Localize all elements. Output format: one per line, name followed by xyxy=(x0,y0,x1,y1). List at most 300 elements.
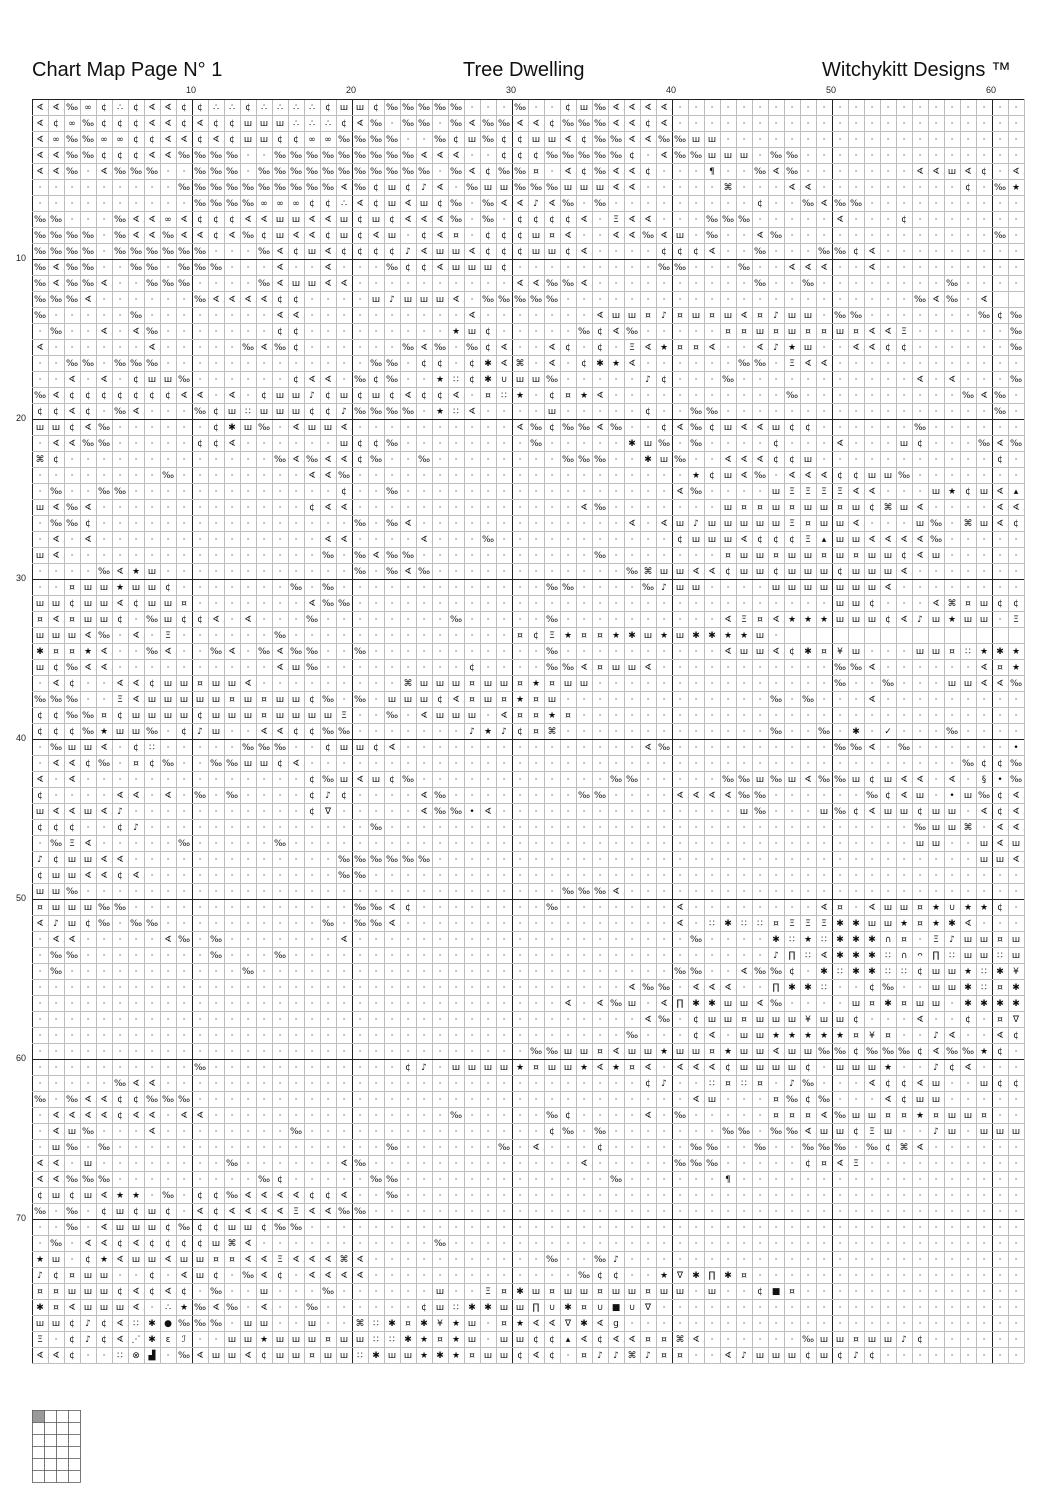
chart-symbol: ¤ xyxy=(997,663,1003,674)
chart-symbol: ‰ xyxy=(305,615,319,626)
chart-symbol: · xyxy=(38,1031,42,1042)
chart-symbol: ✱ xyxy=(836,935,844,946)
chart-symbol: ш xyxy=(243,695,253,706)
chart-symbol: · xyxy=(550,1079,554,1090)
chart-symbol: · xyxy=(310,535,314,546)
chart-symbol: · xyxy=(662,1095,666,1106)
chart-symbol: ∢ xyxy=(628,519,636,530)
chart-symbol: · xyxy=(38,359,42,370)
chart-symbol: ¢ xyxy=(325,1191,331,1202)
chart-symbol: ¢ xyxy=(341,247,347,258)
chart-symbol: · xyxy=(406,423,410,434)
chart-symbol: · xyxy=(710,455,714,466)
chart-symbol: · xyxy=(518,647,522,658)
chart-symbol: · xyxy=(470,215,474,226)
chart-symbol: · xyxy=(790,663,794,674)
chart-symbol: ш xyxy=(835,551,845,562)
chart-symbol: ‰ xyxy=(289,647,303,658)
chart-symbol: · xyxy=(662,1127,666,1138)
chart-symbol: ‰ xyxy=(97,631,111,642)
chart-symbol: · xyxy=(758,487,762,498)
chart-symbol: ш xyxy=(435,1287,445,1298)
chart-symbol: ш xyxy=(99,599,109,610)
chart-symbol: · xyxy=(662,1255,666,1266)
chart-symbol: · xyxy=(998,551,1002,562)
chart-symbol: · xyxy=(774,1175,778,1186)
chart-symbol: · xyxy=(678,167,682,178)
chart-symbol: · xyxy=(566,1175,570,1186)
chart-symbol: ℐ xyxy=(181,1335,187,1346)
chart-symbol: · xyxy=(294,551,298,562)
chart-symbol: ∢ xyxy=(692,1335,700,1346)
chart-symbol: ¤ xyxy=(629,1063,635,1074)
chart-symbol: ¢ xyxy=(53,663,59,674)
chart-symbol: · xyxy=(294,1303,298,1314)
chart-symbol: · xyxy=(934,567,938,578)
chart-symbol: ‰ xyxy=(401,119,415,130)
chart-symbol: ★ xyxy=(419,1335,429,1346)
chart-symbol: · xyxy=(998,1063,1002,1074)
chart-symbol: ‰ xyxy=(145,727,159,738)
chart-symbol: · xyxy=(422,1255,426,1266)
chart-symbol: ¤ xyxy=(773,327,779,338)
chart-symbol: · xyxy=(950,231,954,242)
chart-symbol: · xyxy=(214,855,218,866)
chart-symbol: ★ xyxy=(659,343,669,354)
chart-symbol: · xyxy=(118,647,122,658)
chart-symbol: ¢ xyxy=(309,775,315,786)
chart-symbol: · xyxy=(758,439,762,450)
chart-symbol: · xyxy=(486,1191,490,1202)
chart-symbol: · xyxy=(566,727,570,738)
chart-symbol: ‰ xyxy=(769,1127,783,1138)
chart-symbol: ∢ xyxy=(628,167,636,178)
chart-symbol: ¢ xyxy=(357,247,363,258)
chart-symbol: ш xyxy=(243,711,253,722)
chart-symbol: · xyxy=(102,535,106,546)
chart-symbol: · xyxy=(1014,583,1018,594)
chart-symbol: ✱ xyxy=(372,1351,380,1362)
chart-symbol: · xyxy=(342,999,346,1010)
chart-symbol: ш xyxy=(883,1127,893,1138)
chart-symbol: · xyxy=(102,359,106,370)
chart-symbol: · xyxy=(854,119,858,130)
chart-symbol: · xyxy=(646,727,650,738)
chart-symbol: · xyxy=(182,295,186,306)
chart-symbol: ∢ xyxy=(36,151,44,162)
chart-symbol: ∢ xyxy=(340,935,348,946)
chart-symbol: · xyxy=(566,1255,570,1266)
chart-symbol: · xyxy=(822,407,826,418)
chart-symbol: ∷ xyxy=(821,935,827,946)
chart-symbol: · xyxy=(230,935,234,946)
chart-symbol: · xyxy=(598,839,602,850)
chart-symbol: · xyxy=(38,567,42,578)
chart-symbol: ш xyxy=(899,439,909,450)
chart-symbol: ‰ xyxy=(833,679,847,690)
chart-symbol: ¢ xyxy=(1013,1031,1019,1042)
chart-symbol: ‰ xyxy=(369,151,383,162)
chart-symbol: ‰ xyxy=(481,135,495,146)
chart-symbol: · xyxy=(934,423,938,434)
chart-symbol: · xyxy=(742,343,746,354)
chart-symbol: ∷ xyxy=(133,1319,139,1330)
chart-symbol: · xyxy=(310,583,314,594)
chart-symbol: · xyxy=(742,439,746,450)
chart-symbol: ∢ xyxy=(164,103,172,114)
chart-symbol: · xyxy=(118,199,122,210)
chart-symbol: ¢ xyxy=(117,391,123,402)
chart-symbol: ‰ xyxy=(577,1271,591,1282)
chart-symbol: ш xyxy=(179,695,189,706)
chart-symbol: ‰ xyxy=(161,471,175,482)
chart-symbol: · xyxy=(630,1239,634,1250)
chart-symbol: ∢ xyxy=(772,615,780,626)
chart-symbol: · xyxy=(838,135,842,146)
chart-symbol: · xyxy=(422,135,426,146)
chart-symbol: ¤ xyxy=(565,391,571,402)
chart-symbol: · xyxy=(902,1351,906,1362)
chart-symbol: ш xyxy=(819,807,829,818)
chart-symbol: · xyxy=(582,1095,586,1106)
chart-symbol: ∷ xyxy=(997,951,1003,962)
chart-symbol: · xyxy=(710,1303,714,1314)
chart-symbol: · xyxy=(102,679,106,690)
chart-symbol: · xyxy=(374,1271,378,1282)
chart-symbol: ¤ xyxy=(405,1319,411,1330)
chart-symbol: ✱ xyxy=(1012,999,1020,1010)
chart-symbol: ‰ xyxy=(289,583,303,594)
chart-symbol: · xyxy=(598,471,602,482)
chart-symbol: · xyxy=(406,1191,410,1202)
chart-symbol: · xyxy=(470,423,474,434)
chart-symbol: · xyxy=(182,407,186,418)
chart-symbol: Ξ xyxy=(629,343,635,354)
chart-symbol: · xyxy=(102,231,106,242)
chart-symbol: · xyxy=(198,1047,202,1058)
chart-symbol: · xyxy=(246,791,250,802)
chart-symbol: ¢ xyxy=(309,791,315,802)
chart-symbol: ¥ xyxy=(1013,967,1019,978)
chart-symbol: · xyxy=(710,487,714,498)
chart-symbol: · xyxy=(998,471,1002,482)
chart-symbol: · xyxy=(966,311,970,322)
chart-symbol: · xyxy=(422,279,426,290)
chart-symbol: ‰ xyxy=(33,1095,47,1106)
chart-symbol: · xyxy=(918,1031,922,1042)
chart-symbol: · xyxy=(118,983,122,994)
chart-symbol: · xyxy=(534,823,538,834)
chart-symbol: · xyxy=(678,295,682,306)
chart-symbol: · xyxy=(582,551,586,562)
chart-symbol: · xyxy=(982,1271,986,1282)
chart-symbol: ‰ xyxy=(337,599,351,610)
chart-symbol: ∢ xyxy=(52,439,60,450)
chart-symbol: ∢ xyxy=(500,343,508,354)
chart-symbol: · xyxy=(550,1095,554,1106)
chart-symbol: · xyxy=(966,247,970,258)
chart-symbol: ¢ xyxy=(133,151,139,162)
chart-symbol: ♪ xyxy=(421,1063,427,1074)
chart-symbol: · xyxy=(758,1191,762,1202)
chart-symbol: · xyxy=(598,215,602,226)
chart-symbol: · xyxy=(806,1175,810,1186)
chart-symbol: ¤ xyxy=(501,1319,507,1330)
chart-symbol: · xyxy=(902,391,906,402)
chart-symbol: ∢ xyxy=(756,999,764,1010)
chart-symbol: · xyxy=(406,743,410,754)
chart-symbol: · xyxy=(742,135,746,146)
chart-symbol: · xyxy=(390,791,394,802)
chart-symbol: · xyxy=(566,919,570,930)
chart-symbol: · xyxy=(86,967,90,978)
chart-symbol: · xyxy=(710,727,714,738)
chart-symbol: · xyxy=(102,999,106,1010)
chart-symbol: ‰ xyxy=(545,375,559,386)
chart-symbol: ш xyxy=(675,567,685,578)
chart-symbol: · xyxy=(950,519,954,530)
chart-symbol: ¢ xyxy=(645,167,651,178)
chart-symbol: · xyxy=(422,1079,426,1090)
chart-symbol: · xyxy=(822,167,826,178)
chart-symbol: · xyxy=(454,1127,458,1138)
chart-symbol: ‰ xyxy=(961,1047,975,1058)
chart-symbol: · xyxy=(918,727,922,738)
chart-symbol: · xyxy=(454,727,458,738)
chart-symbol: · xyxy=(278,599,282,610)
chart-symbol: ¢ xyxy=(773,455,779,466)
chart-symbol: · xyxy=(278,967,282,978)
chart-symbol: · xyxy=(918,1191,922,1202)
chart-symbol: · xyxy=(614,823,618,834)
chart-symbol: · xyxy=(70,199,74,210)
chart-symbol: · xyxy=(854,407,858,418)
chart-symbol: · xyxy=(1014,1095,1018,1106)
chart-symbol: · xyxy=(390,999,394,1010)
chart-symbol: · xyxy=(710,1255,714,1266)
chart-symbol: ∷ xyxy=(501,391,507,402)
chart-symbol: · xyxy=(758,1319,762,1330)
chart-symbol: ‰ xyxy=(385,407,399,418)
chart-symbol: ¢ xyxy=(645,1079,651,1090)
chart-symbol: · xyxy=(998,1095,1002,1106)
chart-symbol: · xyxy=(966,375,970,386)
chart-symbol: · xyxy=(118,759,122,770)
chart-symbol: · xyxy=(582,1175,586,1186)
chart-symbol: ш xyxy=(371,215,381,226)
chart-symbol: · xyxy=(694,839,698,850)
chart-symbol: · xyxy=(486,967,490,978)
chart-symbol: · xyxy=(166,871,170,882)
chart-symbol: · xyxy=(614,695,618,706)
chart-symbol: · xyxy=(934,711,938,722)
chart-symbol: · xyxy=(534,471,538,482)
chart-symbol: · xyxy=(614,375,618,386)
chart-symbol: ♪ xyxy=(325,791,331,802)
chart-symbol: · xyxy=(502,279,506,290)
chart-symbol: ♪ xyxy=(933,1031,939,1042)
chart-symbol: · xyxy=(230,1287,234,1298)
chart-symbol: ∢ xyxy=(996,679,1004,690)
chart-symbol: ш xyxy=(115,1207,125,1218)
chart-symbol: · xyxy=(438,727,442,738)
chart-symbol: ∷ xyxy=(789,935,795,946)
chart-symbol: · xyxy=(518,1239,522,1250)
chart-symbol: · xyxy=(518,743,522,754)
chart-symbol: · xyxy=(374,1207,378,1218)
chart-symbol: · xyxy=(38,935,42,946)
chart-symbol: · xyxy=(342,759,346,770)
chart-symbol: · xyxy=(998,711,1002,722)
chart-symbol: · xyxy=(758,1127,762,1138)
chart-symbol: · xyxy=(470,1191,474,1202)
chart-symbol: · xyxy=(342,1175,346,1186)
chart-symbol: · xyxy=(470,1143,474,1154)
chart-symbol: · xyxy=(1014,247,1018,258)
chart-symbol: · xyxy=(902,1015,906,1026)
chart-symbol: · xyxy=(374,807,378,818)
chart-symbol: · xyxy=(278,583,282,594)
chart-symbol: · xyxy=(470,231,474,242)
chart-symbol: · xyxy=(390,1239,394,1250)
chart-symbol: · xyxy=(38,1127,42,1138)
chart-symbol: · xyxy=(422,599,426,610)
chart-symbol: · xyxy=(518,823,522,834)
chart-symbol: · xyxy=(102,471,106,482)
chart-symbol: · xyxy=(838,1239,842,1250)
chart-symbol: · xyxy=(694,711,698,722)
chart-symbol: · xyxy=(678,279,682,290)
chart-symbol: ★ xyxy=(451,1351,461,1362)
chart-symbol: ‰ xyxy=(641,231,655,242)
chart-symbol: ¤ xyxy=(645,311,651,322)
chart-symbol: · xyxy=(422,487,426,498)
chart-symbol: · xyxy=(566,471,570,482)
chart-symbol: ‰ xyxy=(33,311,47,322)
chart-symbol: · xyxy=(118,263,122,274)
chart-symbol: · xyxy=(566,551,570,562)
chart-symbol: ш xyxy=(35,807,45,818)
chart-symbol: ш xyxy=(291,215,301,226)
chart-symbol: · xyxy=(950,1303,954,1314)
chart-symbol: · xyxy=(646,871,650,882)
chart-symbol: ∢ xyxy=(916,551,924,562)
chart-symbol: ¤ xyxy=(517,631,523,642)
chart-symbol: · xyxy=(614,1031,618,1042)
chart-symbol: ∢ xyxy=(420,343,428,354)
chart-symbol: ∢ xyxy=(356,775,364,786)
chart-symbol: ‰ xyxy=(593,791,607,802)
chart-symbol: · xyxy=(486,903,490,914)
chart-symbol: ‰ xyxy=(305,647,319,658)
chart-symbol: ‰ xyxy=(241,1271,255,1282)
chart-symbol: ¤ xyxy=(757,311,763,322)
chart-symbol: · xyxy=(150,487,154,498)
chart-symbol: · xyxy=(918,119,922,130)
chart-symbol: · xyxy=(742,1207,746,1218)
chart-symbol: ш xyxy=(755,631,765,642)
chart-symbol: · xyxy=(662,839,666,850)
chart-symbol: ‰ xyxy=(65,503,79,514)
chart-symbol: · xyxy=(742,1159,746,1170)
chart-symbol: · xyxy=(550,775,554,786)
chart-symbol: · xyxy=(742,1191,746,1202)
chart-symbol: · xyxy=(550,759,554,770)
chart-symbol: ∢ xyxy=(900,535,908,546)
chart-symbol: ‰ xyxy=(737,359,751,370)
chart-symbol: ¢ xyxy=(117,615,123,626)
chart-symbol: ‰ xyxy=(225,151,239,162)
chart-symbol: ‰ xyxy=(193,791,207,802)
chart-symbol: ‰ xyxy=(545,1047,559,1058)
chart-symbol: ‰ xyxy=(913,295,927,306)
chart-symbol: · xyxy=(822,711,826,722)
chart-symbol: · xyxy=(966,343,970,354)
chart-symbol: · xyxy=(294,935,298,946)
chart-symbol: ‰ xyxy=(545,1111,559,1122)
chart-symbol: ‰ xyxy=(673,1159,687,1170)
chart-symbol: · xyxy=(870,1223,874,1234)
chart-symbol: · xyxy=(838,711,842,722)
chart-symbol: · xyxy=(694,375,698,386)
chart-symbol: ‰ xyxy=(81,359,95,370)
chart-symbol: ‰ xyxy=(609,423,623,434)
chart-symbol: · xyxy=(902,151,906,162)
chart-symbol: ‰ xyxy=(225,1303,239,1314)
chart-symbol: · xyxy=(358,1127,362,1138)
chart-symbol: · xyxy=(982,1303,986,1314)
chart-symbol: ∴ xyxy=(341,199,347,210)
chart-symbol: ♪ xyxy=(389,295,395,306)
chart-symbol: · xyxy=(422,759,426,770)
chart-symbol: ш xyxy=(707,1287,717,1298)
chart-symbol: ∢ xyxy=(612,103,620,114)
chart-symbol: · xyxy=(230,583,234,594)
chart-symbol: ш xyxy=(51,871,61,882)
chart-symbol: · xyxy=(886,103,890,114)
chart-symbol: ‰ xyxy=(449,615,463,626)
chart-symbol: · xyxy=(982,1191,986,1202)
chart-symbol: · xyxy=(518,1047,522,1058)
chart-symbol: ш xyxy=(291,1335,301,1346)
chart-symbol: · xyxy=(118,1175,122,1186)
chart-symbol: · xyxy=(198,423,202,434)
chart-symbol: · xyxy=(326,311,330,322)
chart-symbol: · xyxy=(902,295,906,306)
chart-symbol: ∢ xyxy=(740,423,748,434)
chart-symbol: · xyxy=(918,487,922,498)
chart-symbol: · xyxy=(822,423,826,434)
chart-symbol: ¤ xyxy=(757,1079,763,1090)
chart-symbol: · xyxy=(806,807,810,818)
chart-symbol: · xyxy=(694,1319,698,1330)
chart-symbol: · xyxy=(134,471,138,482)
chart-symbol: ‰ xyxy=(145,327,159,338)
chart-symbol: · xyxy=(406,1159,410,1170)
chart-symbol: · xyxy=(182,999,186,1010)
chart-symbol: · xyxy=(678,711,682,722)
chart-symbol: · xyxy=(950,1335,954,1346)
chart-symbol: ∢ xyxy=(868,1079,876,1090)
chart-symbol: ∷ xyxy=(453,375,459,386)
chart-symbol: ш xyxy=(51,423,61,434)
chart-symbol: · xyxy=(182,823,186,834)
chart-symbol: · xyxy=(182,951,186,962)
chart-symbol: ш xyxy=(627,663,637,674)
chart-symbol: ∢ xyxy=(580,247,588,258)
chart-symbol: · xyxy=(246,887,250,898)
chart-symbol: ш xyxy=(339,391,349,402)
